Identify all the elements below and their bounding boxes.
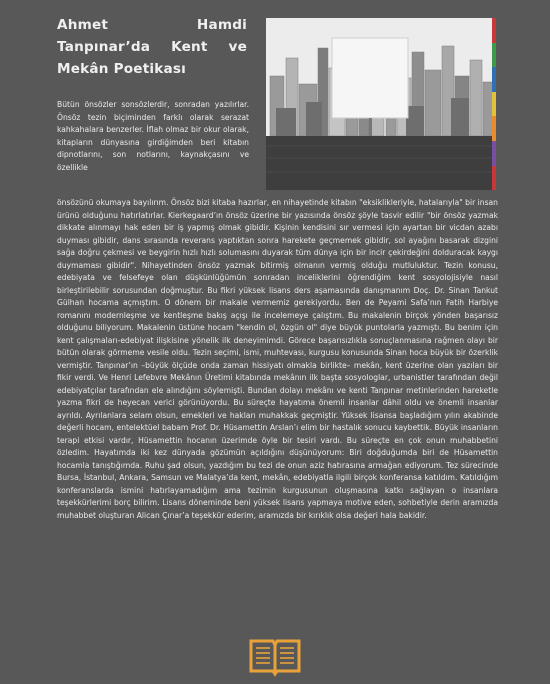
strip-segment bbox=[492, 43, 496, 68]
book-cover-illustration bbox=[266, 18, 496, 190]
body-paragraph: önsözünü okumaya bayılırım. Önsöz bizi kitaba hazırlar, en nihayetinde kitabın "eksiklikleriyle, hatalarıyla" bir insan ürünü olduğunu hatırlatırlar. Kierkegaard’ın önsöz üzerine bir yazısında önsöz şöyle tasvir edilir "bir önsöz yazmak dikkate alınmayı hak eden bir iş yapmış olmak gibidir. Kişinin kendisini sır vermesi için ayartan bir vicdan azabı duyması gibidir, dans sırasında reverans yaptıktan sonra harekete geçmemek gibidir, sol ayağını basarak dizgini sağa doğru çekmesi ve beygirin hızlı hızlı solumasını duyarak tüm dünya için bir incir çekirdeğini dolduracak kaygı duymaması gibidir". Nihayetinden önsöz yazmak bitirmiş olmanın vermiş olduğu mutluluktur. Tezin konusu, edebiyata ve felsefeye olan düşkünlüğümün sonradan inceliklerini öğrendiğim kent sosyolojisiyle nasıl birleştirilebilir sorusundan doğmuştur. Bu fikri yüksek lisans ders aşamasında danışmanım Doç. Dr. Sinan Tankut Gülhan hocama açmıştım. O dönem bir makale vermemiz gerekiyordu. Ben de Peyami Safa’nın Fatih Harbiye romanını modernleşme ve kentleşme bakış açışı ile incelemeye çalıştım. Bu makalenin birçok yönden başarısız olduğunu biliyorum. Makalenin üstüne hocam "kendin ol, özgün ol" diye büyük puntolarla yazmıştı. Bu benim için kent çalışmaları-edebiyat ilişkisine yönelik ilk deneyimimdi. Görece başarısızlıkla sonuçlanmasına rağmen olayı bir bütün olarak görmeme vesile oldu. Tezin seçimi, ismi, muhtevası, kurgusu konusunda Sinan hoca büyük bir özerklik vermiştir. Tanpınar’ın –büyük ölçüde onda zaman hissiyatı olmakla birlikte– mekân, kent üzerine olan yazıları bir fikir verdi. Ve Henri Lefebvre Mekânın Üretimi kitabında mekânın ilk başta sosyologlar, urbanistler tarafından değil edebiyatçılar tarafından ele alındığını söylemişti. Bundan dolayı mekânı ve kenti Tanpınar metinlerinden hareketle yazma fikri de heyecan verici görünüyordu. Bu süreçte hayatıma önemli insanlar dâhil oldu ve önemli insanlar ayrıldı. Ayrılanlara selam olsun, emekleri ve hakları muhakkak geçmiştir. Yüksek lisansa başladığım yılın akabinde değerli hocam, entelektüel babam Prof. Dr. Hüsamettin Arslan’ı elim bir hastalık sonucu kaybettik. Büyük insanların terapi etkisi vardır, Hüsamettin hocanın üzerimde öyle bir tesiri vardı. Bu süreçte en çok onun muhabbetini özledim. Hayatımda iki kez dünyada gözümün açıldığını düşünüyorum: Biri doğduğumda biri de Hüsamettin hocamla tanıştığımda. Ruhu şad olsun, yazdığım bu tezi de onun aziz hatırasına armağan ediyorum. Tez sürecinde Bursa, İstanbul, Ankara, Samsun ve Malatya’da kent, mekân, edebiyatla ilgili birçok konferansa katıldım. Katıldığım konferanslarda ismini hatırlayamadığım ama tezimin kurgusunun oluşmasına katkı sağlayan o insanlara teşekkürlerimi borç bilirim. Lisans döneminde beni yüksek lisans yapmaya motive eden, sohbetiyle derin aramızda muhabbet oluşturan Alican Çınar’a teşekkür ederim, aramızda bir kırıklık olsa değeri hala bakidir. bbox=[57, 198, 498, 520]
strip-segment bbox=[492, 67, 496, 92]
strip-segment bbox=[492, 116, 496, 141]
color-strip bbox=[492, 18, 496, 190]
intro-paragraph: Bütün önsözler sonsözlerdir, sonradan yazılırlar. Önsöz tezin biçiminden farklı olarak serazat kahkahalara benzerler. İflah olmaz bir okur olarak, kitapların dünyasına girdiğimden beri kitabın dipnotlarını, son notlarını, kaynakçasını ve özellikle bbox=[57, 100, 249, 172]
page-title: Ahmet Hamdi Tanpınar’da Kent ve Mekân Poetikası bbox=[57, 17, 247, 77]
strip-segment bbox=[492, 92, 496, 117]
strip-segment bbox=[492, 141, 496, 166]
city-skyline-image bbox=[266, 18, 496, 190]
book-logo-icon bbox=[247, 633, 303, 680]
strip-segment bbox=[492, 166, 496, 191]
strip-segment bbox=[492, 18, 496, 43]
